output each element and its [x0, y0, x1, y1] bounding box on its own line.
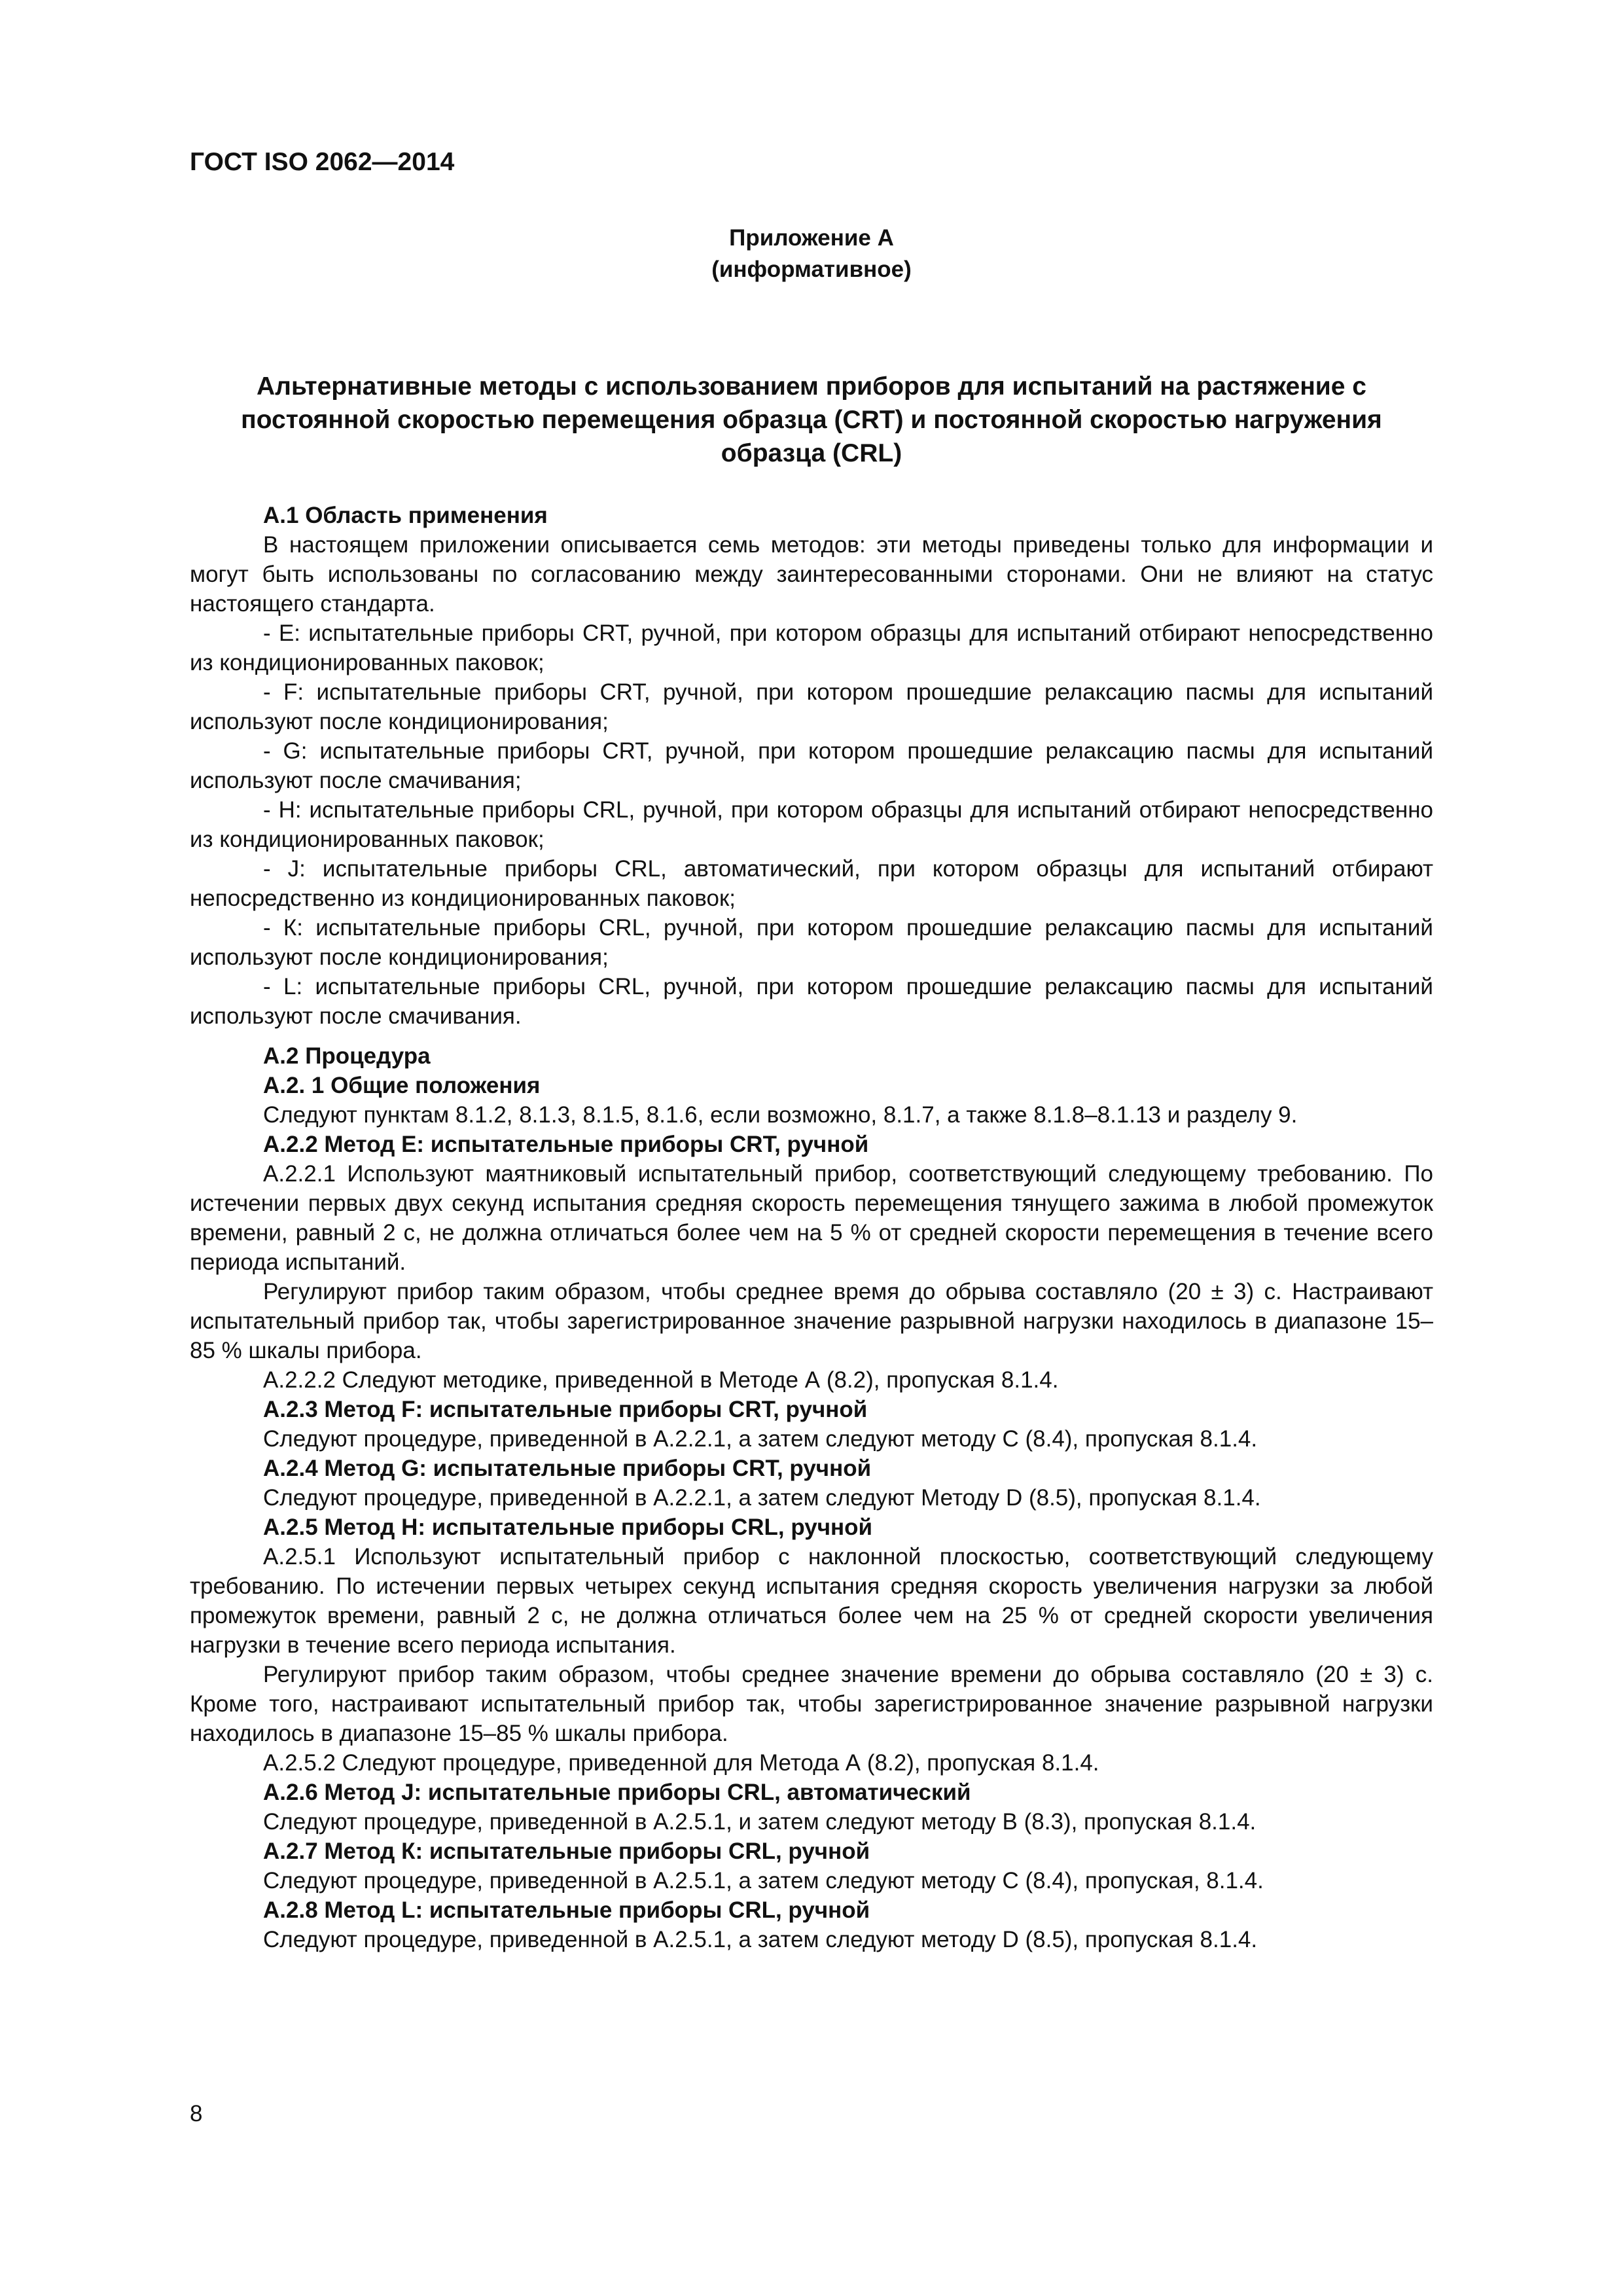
method-list-item: - Н: испытательные приборы CRL, ручной, при котором образцы для испытаний отбирают непосредственно из кондиционированных паковок; — [190, 797, 1433, 852]
section-a251-text: А.2.5.1 Используют испытательный прибор с наклонной плоскостью, соответствующий следующему требованию. По истечении первых четырех секунд испытания средняя скорость увеличения нагрузки за любой промежуток времени, равный 2 с, не должна отличаться более чем на 25 % от средней скорости увеличения нагрузки в течение всего периода испытания. — [190, 1544, 1433, 1658]
section-a23-heading: А.2.3 Метод F: испытательные приборы CRT, ручной — [263, 1397, 868, 1422]
section-a27-heading: А.2.7 Метод К: испытательные приборы CRL, ручной — [263, 1839, 870, 1864]
appendix-caption — [190, 223, 1433, 285]
document-body — [190, 501, 1433, 1954]
section-a24-heading: А.2.4 Метод G: испытательные приборы CRT, ручной — [263, 1456, 872, 1481]
section-a25-heading: А.2.5 Метод Н: испытательные приборы CRL, ручной — [263, 1515, 873, 1540]
method-list-item: - L: испытательные приборы CRL, ручной, при котором прошедшие релаксацию пасмы для испытаний используют после смачивания. — [190, 974, 1433, 1029]
section-a252-text: А.2.5.2 Следуют процедуре, приведенной для Метода А (8.2), пропуская 8.1.4. — [263, 1750, 1099, 1776]
section-a1-heading: А.1 Область применения — [263, 503, 548, 528]
standard-designation: ГОСТ ISO 2062—2014 — [190, 148, 455, 176]
section-a22-heading: А.2.2 Метод Е: испытательные приборы CRT, ручной — [263, 1132, 869, 1157]
appendix-label: Приложение А — [729, 225, 894, 251]
section-a28-text: Следуют процедуре, приведенной в А.2.5.1, а затем следуют методу D (8.5), пропуская 8.1.4. — [263, 1927, 1258, 1952]
method-list-item: - К: испытательные приборы CRL, ручной, при котором прошедшие релаксацию пасмы для испытаний используют после кондиционирования; — [190, 915, 1433, 970]
section-a27-text: Следуют процедуре, приведенной в А.2.5.1, а затем следуют методу С (8.4), пропуская, 8.1.4. — [263, 1868, 1264, 1893]
section-a251-text-2: Регулируют прибор таким образом, чтобы среднее значение времени до обрыва составляло (20 ± 3) с. Кроме того, настраивают испытательный прибор так, чтобы зарегистрированное значение разрывной нагрузки находилось в диапазоне 15–85 % шкалы прибора. — [190, 1662, 1433, 1746]
section-a222-text: А.2.2.2 Следуют методике, приведенной в Методе А (8.2), пропуская 8.1.4. — [263, 1367, 1059, 1393]
section-a24-text: Следуют процедуре, приведенной в А.2.2.1, а затем следуют Методу D (8.5), пропуская 8.1.4. — [263, 1485, 1261, 1511]
method-list-item: - F: испытательные приборы CRT, ручной, при котором прошедшие релаксацию пасмы для испытаний используют после кондиционирования; — [190, 679, 1433, 734]
section-a221-text-2: Регулируют прибор таким образом, чтобы среднее время до обрыва составляло (20 ± 3) с. Настраивают испытательный прибор так, чтобы зарегистрированное значение разрывной нагрузки находилось в диапазоне 15–85 % шкалы прибора. — [190, 1279, 1433, 1363]
page-number: 8 — [190, 2101, 203, 2126]
section-a221-text: А.2.2.1 Используют маятниковый испытательный прибор, соответствующий следующему требованию. По истечении первых двух секунд испытания средняя скорость перемещения тянущего зажима в любой промежуток времени, равный 2 с, не должна отличаться более чем на 5 % от средней скорости перемещения в течение всего периода испытаний. — [190, 1161, 1433, 1275]
section-a1-intro: В настоящем приложении описывается семь методов: эти методы приведены только для информации и могут быть использованы по согласованию между заинтересованными сторонами. Они не влияют на статус настоящего стандарта. — [190, 532, 1433, 617]
section-a2-heading: А.2 Процедура — [263, 1043, 431, 1069]
method-list-item: - G: испытательные приборы CRT, ручной, при котором прошедшие релаксацию пасмы для испытаний используют после смачивания; — [190, 738, 1433, 793]
section-a21-heading: А.2. 1 Общие положения — [263, 1073, 541, 1098]
section-a26-heading: А.2.6 Метод J: испытательные приборы CRL, автоматический — [263, 1780, 971, 1805]
appendix-title: Альтернативные методы с использованием приборов для испытаний на растяжение с постоянной скоростью перемещения образца (CRT) и постоянной скоростью нагружения образца (CRL) — [241, 372, 1382, 467]
method-list-item: - Е: испытательные приборы CRT, ручной, при котором образцы для испытаний отбирают непосредственно из кондиционированных паковок; — [190, 620, 1433, 675]
appendix-status: (информативное) — [711, 257, 912, 282]
section-a26-text: Следуют процедуре, приведенной в А.2.5.1, и затем следуют методу В (8.3), пропуская 8.1.4. — [263, 1809, 1257, 1835]
method-list-item: - J: испытательные приборы CRL, автоматический, при котором образцы для испытаний отбирают непосредственно из кондиционированных паковок; — [190, 856, 1433, 911]
section-a23-text: Следуют процедуре, приведенной в А.2.2.1, а затем следуют методу С (8.4), пропуская 8.1.4. — [263, 1426, 1258, 1452]
section-a21-text: Следуют пунктам 8.1.2, 8.1.3, 8.1.5, 8.1.6, если возможно, 8.1.7, а также 8.1.8–8.1.13 и разделу 9. — [263, 1102, 1298, 1128]
section-a28-heading: А.2.8 Метод L: испытательные приборы CRL, ручной — [263, 1897, 870, 1923]
